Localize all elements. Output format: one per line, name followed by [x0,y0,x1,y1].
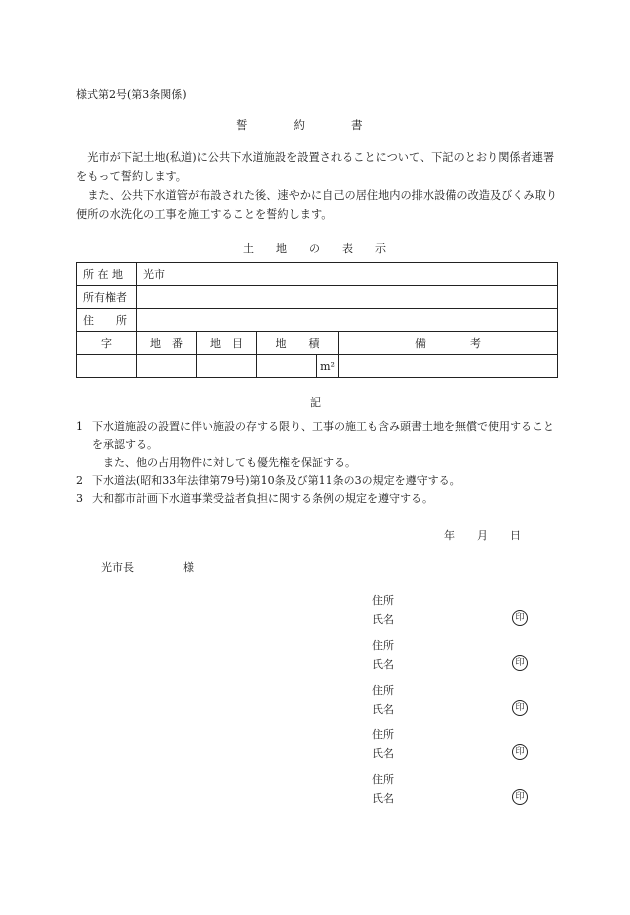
body-paragraph-2: また、公共下水道管が布設された後、速やかに自己の居住地内の排水設備の改造及びくみ取り便所の水洗化の工事を施工することを誓約します。 [76,189,558,221]
addressee: 光市長 [101,561,134,574]
cell-chimoku [197,355,257,378]
signer-name-label: 氏名 [372,658,394,671]
col-biko: 備 考 [339,332,558,355]
ki-heading: 記 [310,396,321,409]
table-row [77,309,558,332]
col-chimoku: 地 目 [197,332,257,355]
item-text: 下水道法(昭和33年法律第79号)第10条及び第11条の3の規定を遵守する。 [92,474,461,487]
item-number: 2 [76,474,83,487]
col-chiban: 地 番 [137,332,197,355]
list-item [76,418,558,454]
document-title: 誓 約 書 [236,118,363,132]
list-item [76,472,558,490]
address-value [137,309,558,332]
seal-icon: 印 [512,744,528,760]
signer-address-label: 住所 [372,594,394,607]
signer-name-label: 氏名 [372,703,394,716]
signer-address-label: 住所 [372,684,394,697]
terms-list [76,418,558,508]
table-row [77,355,558,378]
address-label: 住 所 [77,309,137,332]
seal-icon: 印 [512,789,528,805]
table-header-row [77,332,558,355]
signer-address-label: 住所 [372,639,394,652]
signer-name-label: 氏名 [372,747,394,760]
col-aza: 字 [77,332,137,355]
cell-chiban [137,355,197,378]
date-line: 年 月 日 [444,529,521,542]
item-number: 3 [76,492,83,505]
cell-biko [339,355,558,378]
item-sub-text: また、他の占用物件に対しても優先権を保証する。 [103,456,356,469]
cell-aza [77,355,137,378]
table-row [77,286,558,309]
item-text: 大和都市計画下水道事業受益者負担に関する条例の規定を遵守する。 [92,492,433,505]
honorific: 様 [183,561,194,574]
cell-chiseki [257,355,317,378]
owner-value [137,286,558,309]
signer-name-label: 氏名 [372,792,394,805]
table-row [77,263,558,286]
area-unit: m² [317,355,339,378]
owner-label: 所有権者 [77,286,137,309]
signer-address-label: 住所 [372,773,394,786]
form-number: 様式第2号(第3条関係) [76,88,187,101]
land-description-table [76,262,558,378]
seal-icon: 印 [512,610,528,626]
seal-icon: 印 [512,700,528,716]
body-paragraph-1: 光市が下記土地(私道)に公共下水道施設を設置されることについて、下記のとおり関係者連署をもって誓約します。 [76,151,555,183]
signer-address-label: 住所 [372,728,394,741]
land-heading: 土 地 の 表 示 [243,242,386,255]
col-chiseki: 地 積 [257,332,339,355]
location-label: 所 在 地 [77,263,137,286]
list-item [76,490,558,508]
item-number: 1 [76,420,83,433]
signer-name-label: 氏名 [372,613,394,626]
seal-icon: 印 [512,655,528,671]
body-text [76,148,558,224]
item-text: 下水道施設の設置に伴い施設の存する限り、工事の施工も含み頭書土地を無償で使用することを承認する。 [92,420,554,451]
location-value: 光市 [137,263,558,286]
